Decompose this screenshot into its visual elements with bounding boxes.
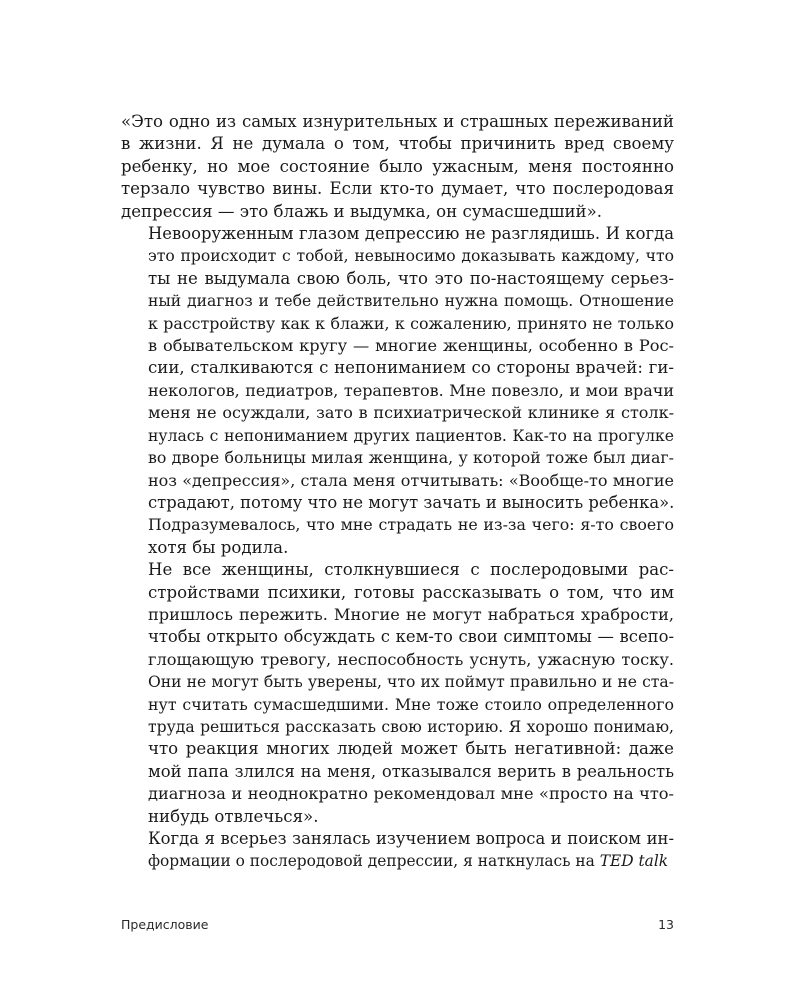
text-line: это происходит с тобой, невыносимо доказывать каждому, что [148, 247, 674, 266]
text-line: меня не осуждали, зато в психиатрической клинике я столк- [148, 403, 674, 423]
text-line: глощающую тревогу, неспособность уснуть, ужасную тоску. [148, 649, 674, 669]
text-line: нулась с непониманием других пациентов. Как-то на прогулке [148, 426, 674, 445]
text-line: ноз «депрессия», стала меня отчитывать: «Вообще-то многие [148, 470, 674, 490]
paragraph [121, 111, 674, 223]
text-line: ребенку, но мое состояние было ужасным, меня постоянно [121, 156, 674, 176]
text-line: чтобы открыто обсуждать с кем-то свои симптомы — всепо- [148, 627, 674, 647]
text-line: некологов, педиатров, терапевтов. Мне повезло, и мои врачи [148, 380, 674, 400]
running-footer-section: Предисловие [121, 917, 209, 932]
text-line: страдают, потому что не могут зачать и выносить ребенка». [148, 492, 675, 512]
text-line: депрессия — это блажь и выдумка, он сумасшедший». [121, 201, 603, 221]
text-line-prefix: формации о послеродовой депрессии, я наткнулась на [148, 852, 600, 871]
text-line: мой папа злился на меня, отказывался верить в реальность [148, 761, 674, 781]
text-line: Невооруженным глазом депрессию не разглядишь. И когда [148, 224, 674, 244]
text-line: нут считать сумасшедшими. Мне тоже стоило определенного [148, 694, 674, 714]
text-line: во дворе больницы милая женщина, у которой тоже был диаг- [148, 448, 674, 468]
text-line [121, 850, 674, 872]
text-line: к расстройству как к блажи, к сожалению, принято не только [148, 313, 674, 333]
text-line: диагноза и неоднократно рекомендовал мне «просто на что- [148, 784, 674, 804]
text-line: Когда я всерьез занялась изучением вопроса и поиском ин- [148, 829, 674, 848]
text-line: сии, сталкиваются с непониманием со стороны врачей: ги- [148, 358, 674, 378]
text-line: пришлось пережить. Многие не могут набраться храбрости, [148, 604, 674, 624]
text-line: ный диагноз и тебе действительно нужна помощь. Отношение [148, 292, 674, 311]
text-line: хотя бы родила. [148, 537, 289, 557]
text-line: стройствами психики, готовы рассказывать о том, что им [148, 582, 674, 602]
text-line: «Это одно из самых изнурительных и страшных переживаний [121, 112, 674, 131]
text-line: терзало чувство вины. Если кто-то думает, что послеродовая [121, 179, 674, 199]
paragraph [121, 559, 674, 828]
page-footer [121, 917, 674, 937]
text-line: труда решиться рассказать свою историю. Я хорошо понимаю, [148, 717, 674, 736]
paragraph [121, 828, 674, 873]
italic-term: TED talk [599, 852, 669, 871]
text-line: Не все женщины, столкнувшиеся с послеродовыми рас- [148, 560, 674, 580]
paragraph [121, 223, 674, 559]
text-line: нибудь отвлечься». [148, 806, 319, 826]
text-line: ты не выдумала свою боль, что это по-настоящему серьез- [148, 268, 674, 288]
text-line: Подразумевалось, что мне страдать не из-за чего: я-то своего [148, 515, 674, 535]
text-line: в обывательском кругу — многие женщины, особенно в Рос- [148, 336, 674, 356]
text-line: что реакция многих людей может быть негативной: даже [148, 739, 674, 759]
text-line: Они не могут быть уверены, что их поймут правильно и не ста- [148, 673, 674, 692]
text-line: в жизни. Я не думала о том, чтобы причинить вред своему [121, 134, 674, 154]
page-number: 13 [658, 917, 674, 932]
body-text [121, 111, 674, 873]
